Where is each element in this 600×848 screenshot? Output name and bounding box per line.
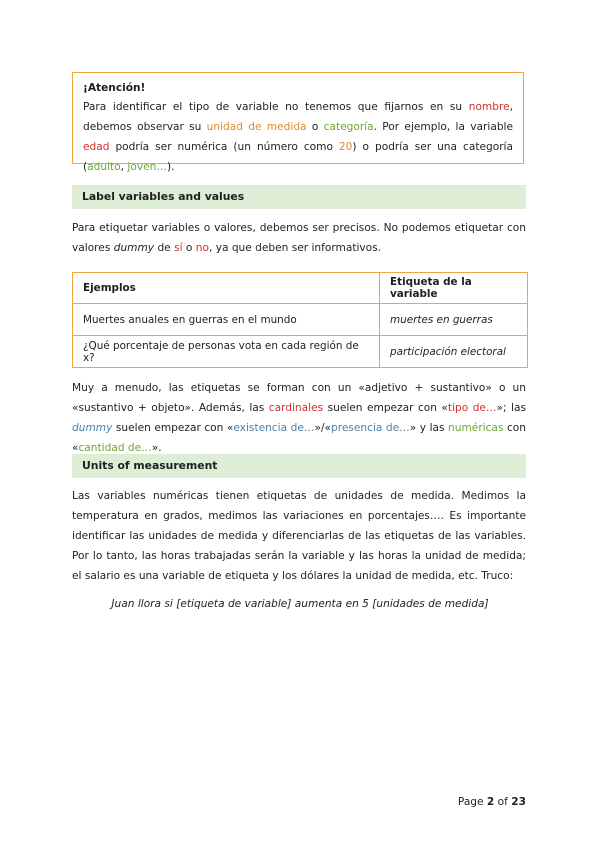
section-heading-units: Units of measurement: [72, 454, 526, 478]
units-paragraph: Las variables numéricas tienen etiquetas de unidades de medida. Medimos la temperatura en grados, medimos las variaciones en porcentajes…. Es importante identificar las unidades de medida y diferenciarlas de las etiquetas de las variables. Por lo tanto, las horas trabajadas serán la variable y las horas la unidad de medida; el salario es una variable de etiqueta y los dólares la unidad de medida, etc. Truco:: [72, 490, 526, 582]
table-row: [73, 304, 528, 336]
table-cell: muertes en guerras: [380, 304, 528, 336]
attention-text: Para identificar el tipo de variable no tenemos que fijarnos en su nombre, debemos observar su unidad de medida o categoría. Por ejemplo, la variable edad podría ser numérica (un número como 20) o podría ser una categoría (adulto, joven…).: [83, 101, 514, 173]
trick-quote: Juan llora si [etiqueta de variable] aumenta en 5 [unidades de medida]: [111, 598, 489, 610]
table-cell: Muertes anuales en guerras en el mundo: [73, 304, 380, 336]
table-header-row: [73, 273, 528, 304]
attention-box: [72, 72, 524, 173]
section-heading-label-variables: Label variables and values: [72, 185, 526, 209]
label-patterns-paragraph: Muy a menudo, las etiquetas se forman con un «adjetivo + sustantivo» o un «sustantivo + objeto». Además, las cardinales suelen empezar con «tipo de…»; las dummy suelen empezar con «existencia de…»/«presencia de…» y las numéricas con «cantidad de…».: [72, 382, 527, 454]
attention-title: ¡Atención!: [83, 82, 146, 94]
table-header-cell: Ejemplos: [73, 273, 380, 304]
table-cell: participación electoral: [380, 336, 528, 368]
page-number: Page 2 of 23: [457, 796, 526, 808]
table-row: [73, 336, 528, 368]
examples-table: [72, 272, 528, 368]
table-header-cell: Etiqueta de la variable: [380, 273, 528, 304]
label-variables-paragraph: Para etiquetar variables o valores, debemos ser precisos. No podemos etiquetar con valores dummy de sí o no, ya que deben ser informativos.: [72, 222, 526, 254]
table-cell: ¿Qué porcentaje de personas vota en cada región de x?: [73, 336, 380, 368]
